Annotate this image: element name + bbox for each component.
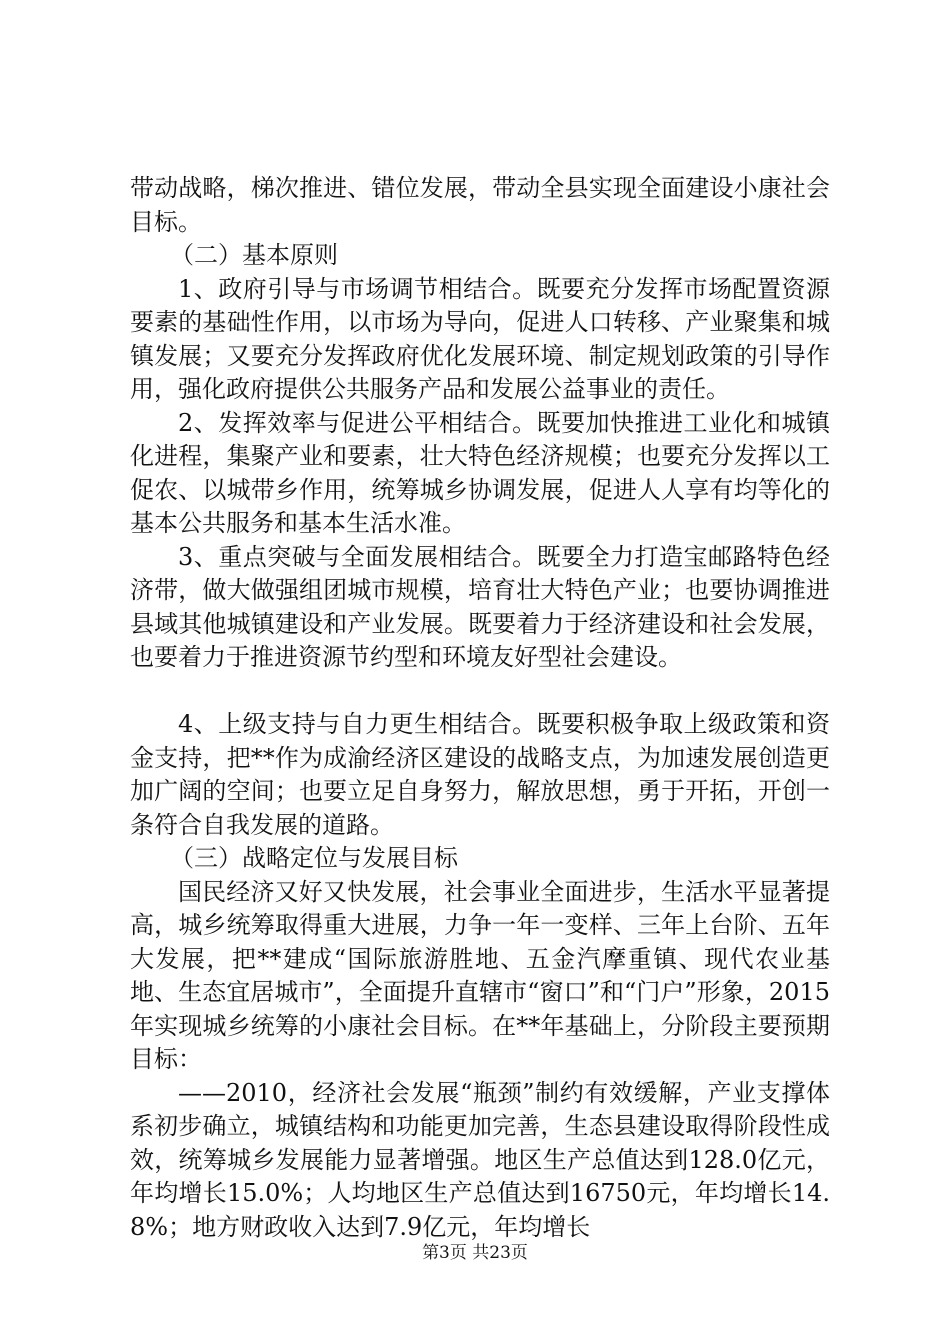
section-heading-strategic-positioning: （三）战略定位与发展目标: [170, 844, 458, 872]
paragraph-continued: 带动战略，梯次推进、错位发展，带动全县实现全面建设小康社会目标。: [130, 174, 830, 236]
page-number-footer: 第3页 共23页: [422, 1243, 528, 1263]
development-goals-paragraph: 国民经济又好又快发展，社会事业全面进步，生活水平显著提高，城乡统筹取得重大进展，力争一年一变样、三年上台阶、五年大发展，把**建成“国际旅游胜地、五金汽摩重镇、现代农业基地、生态宜居城市”，全面提升直辖市“窗口”和“门户”形象，2015年实现城乡统筹的小康社会目标。在**年基础上，分阶段主要预期目标：: [130, 877, 830, 1073]
section-heading-basic-principles: （二）基本原则: [170, 241, 338, 269]
principle-2-paragraph: 2、发挥效率与促进公平相结合。既要加快推进工业化和城镇化进程，集聚产业和要素，壮大特色经济规模；也要充分发挥以工促农、以城带乡作用，统筹城乡协调发展，促进人人享有均等化的基本公共服务和基本生活水准。: [130, 408, 830, 537]
paragraph-spacer: [130, 675, 830, 709]
principle-1-paragraph: 1、政府引导与市场调节相结合。既要充分发挥市场配置资源要素的基础性作用，以市场为导向，促进人口转移、产业聚集和城镇发展；又要充分发挥政府优化发展环境、制定规划政策的引导作用，强化政府提供公共服务产品和发展公益事业的责任。: [130, 274, 830, 403]
goal-2010-paragraph: ——2010，经济社会发展“瓶颈”制约有效缓解，产业支撑体系初步确立，城镇结构和功能更加完善，生态县建设取得阶段性成效，统筹城乡发展能力显著增强。地区生产总值达到128.0亿元，年均增长15.0%；人均地区生产总值达到16750元，年均增长14.8%；地方财政收入达到7.9亿元，年均增长: [130, 1078, 830, 1241]
principle-4-paragraph: 4、上级支持与自力更生相结合。既要积极争取上级政策和资金支持，把**作为成渝经济区建设的战略支点，为加速发展创造更加广阔的空间；也要立足自身努力，解放思想，勇于开拓，开创一条符合自我发展的道路。: [130, 710, 830, 839]
principle-3-paragraph: 3、重点突破与全面发展相结合。既要全力打造宝邮路特色经济带，做大做强组团城市规模，培育壮大特色产业；也要协调推进县域其他城镇建设和产业发展。既要着力于经济建设和社会发展，也要着力于推进资源节约型和环境友好型社会建设。: [130, 542, 830, 671]
document-body: [130, 172, 830, 1244]
